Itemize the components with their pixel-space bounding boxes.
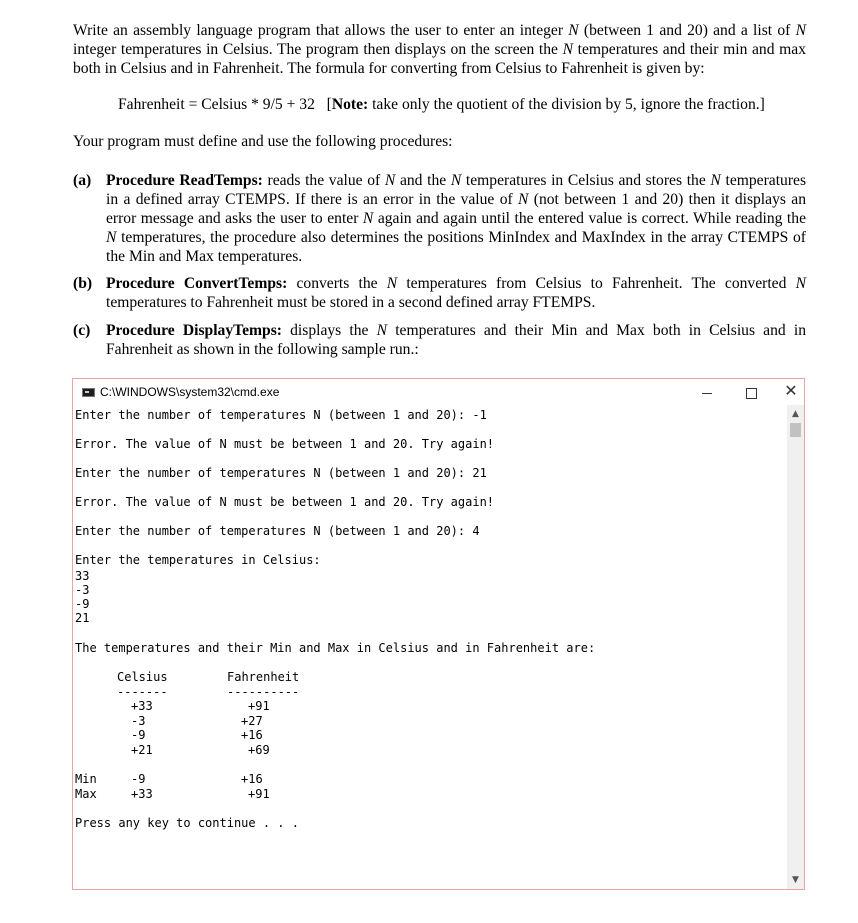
- min-fahrenheit: +16: [241, 772, 263, 786]
- item-text: and the: [395, 172, 451, 189]
- console-line: Enter the temperatures in Celsius:: [75, 553, 321, 567]
- fahrenheit-value: +91: [248, 699, 270, 713]
- item-var-n: N: [384, 172, 396, 189]
- item-text: again and again until the entered value is correct. While reading the: [373, 210, 806, 227]
- item-text: temperatures, the procedure also determines the positions MinIndex and MaxIndex in the array CTEMPS of the Min and Max temperatures.: [106, 229, 806, 265]
- vertical-scrollbar[interactable]: [787, 405, 804, 889]
- console-input: 33: [75, 569, 90, 583]
- min-celsius: -9: [131, 772, 146, 786]
- console-line: The temperatures and their Min and Max in Celsius and in Fahrenheit are:: [75, 641, 596, 655]
- console-input: -3: [75, 583, 90, 597]
- procedure-item-c: [73, 321, 806, 361]
- celsius-value: +21: [131, 743, 153, 757]
- intro-paragraph: [73, 21, 806, 78]
- intro-text-3: integer temperatures in Celsius. The program then displays on the screen the: [73, 41, 563, 58]
- console-line: Enter the number of temperatures N (between 1 and 20): -1: [75, 408, 487, 422]
- item-var-n: N: [710, 172, 721, 189]
- formula-expression: Fahrenheit = Celsius * 9/5 + 32: [118, 96, 315, 113]
- celsius-header: Celsius: [117, 670, 168, 684]
- scrollbar-thumb[interactable]: [790, 423, 801, 437]
- fahrenheit-value: +16: [241, 728, 263, 742]
- item-var-n: N: [106, 229, 117, 246]
- procedures-intro: Your program must define and use the following procedures:: [73, 133, 453, 150]
- fahrenheit-value: +27: [241, 714, 263, 728]
- conversion-formula: [118, 95, 765, 114]
- item-var-n: N: [795, 275, 806, 292]
- celsius-value: -9: [131, 728, 146, 742]
- item-text: displays the: [281, 322, 377, 339]
- console-input: 21: [75, 611, 90, 625]
- item-body: [106, 171, 806, 266]
- max-label: Max: [75, 787, 97, 801]
- console-input: -9: [75, 597, 90, 611]
- procedure-item-b: [73, 274, 806, 314]
- note-text: take only the quotient of the division by 5, ignore the fraction.]: [368, 96, 765, 113]
- fahrenheit-header: Fahrenheit: [227, 670, 300, 684]
- scroll-up-icon[interactable]: ▲: [792, 409, 799, 419]
- item-text: reads the value of: [262, 172, 385, 189]
- celsius-value: -3: [131, 714, 146, 728]
- console-window: [72, 378, 805, 890]
- item-text: temperatures to Fahrenheit must be stored in a second defined array FTEMPS.: [106, 294, 596, 311]
- intro-var-n: N: [562, 41, 573, 58]
- close-icon: ✕: [784, 383, 798, 400]
- item-label: (a): [73, 172, 92, 189]
- scroll-down-icon[interactable]: ▼: [792, 875, 799, 885]
- console-output: [73, 379, 785, 889]
- item-text: converts the: [287, 275, 387, 292]
- note-label: Note:: [331, 96, 369, 113]
- intro-text-4: temperatures and their min and max both in Celsius and in Fahrenheit. The formula for converting from Celsius to Fahrenheit is given by:: [73, 41, 806, 77]
- procedure-name: Procedure ConvertTemps:: [106, 275, 288, 292]
- item-text: temperatures in a defined array CTEMPS. If there is an error in the value of: [106, 172, 807, 208]
- item-var-n: N: [362, 210, 374, 227]
- procedure-item-a: [73, 171, 806, 267]
- console-line: Enter the number of temperatures N (between 1 and 20): 21: [75, 466, 487, 480]
- fahrenheit-divider: ----------: [227, 685, 300, 699]
- item-label: (b): [73, 275, 93, 292]
- min-label: Min: [75, 772, 97, 786]
- item-var-n: N: [386, 275, 398, 292]
- procedure-name: Procedure DisplayTemps:: [106, 322, 282, 339]
- console-line: Enter the number of temperatures N (between 1 and 20): 4: [75, 524, 480, 538]
- item-var-n: N: [518, 191, 529, 208]
- max-celsius: +33: [131, 787, 153, 801]
- intro-text-2: (between 1 and 20) and a list of: [578, 22, 796, 39]
- console-line: Error. The value of N must be between 1 and 20. Try again!: [75, 437, 495, 451]
- intro-var-n: N: [795, 22, 806, 39]
- intro-var-n: N: [568, 22, 579, 39]
- celsius-divider: -------: [117, 685, 168, 699]
- item-text: temperatures from Celsius to Fahrenheit. The converted: [397, 275, 796, 292]
- item-text: (not between 1 and 20) then it displays an error message and asks the user to enter: [106, 191, 806, 227]
- item-body: [106, 274, 806, 312]
- fahrenheit-value: +69: [248, 743, 270, 757]
- console-title: C:\WINDOWS\system32\cmd.exe: [100, 385, 280, 399]
- item-body: [106, 321, 806, 359]
- intro-text-1: Write an assembly language program that allows the user to enter an integer: [73, 22, 569, 39]
- item-label: (c): [73, 322, 91, 339]
- max-fahrenheit: +91: [248, 787, 270, 801]
- celsius-value: +33: [131, 699, 153, 713]
- console-line: Error. The value of N must be between 1 and 20. Try again!: [75, 495, 495, 509]
- item-var-n: N: [450, 172, 462, 189]
- item-text: temperatures in Celsius and stores the: [461, 172, 711, 189]
- continue-prompt: Press any key to continue . . .: [75, 816, 299, 830]
- item-text: temperatures and their Min and Max both in Celsius and in Fahrenheit as shown in the following sample run.:: [106, 322, 806, 358]
- note-bracket: [: [326, 96, 332, 113]
- procedure-name: Procedure ReadTemps:: [106, 172, 263, 189]
- item-var-n: N: [376, 322, 388, 339]
